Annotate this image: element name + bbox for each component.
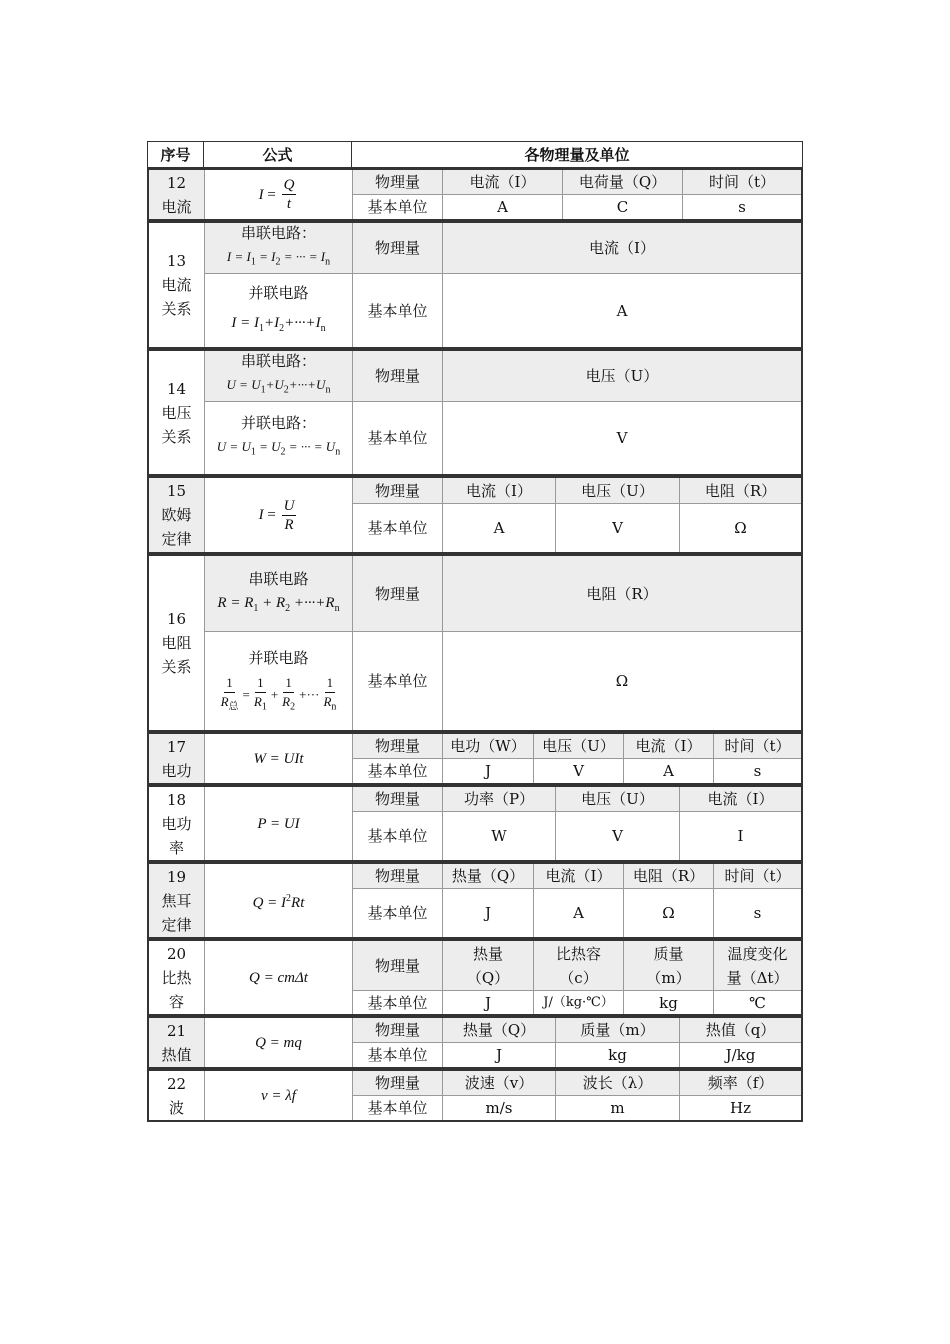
row-22-qty-label: 物理量 — [353, 1071, 443, 1096]
row-18-unit-1: W — [443, 812, 556, 860]
row-13 — [147, 221, 803, 349]
row-15-formula: I = $\frac{U}{R}$ — [205, 478, 353, 552]
row-17-label: 17 电功 — [149, 734, 205, 783]
row-19-formula: $Q = I^2Rt$ — [205, 864, 353, 937]
row-20-qty-label: 物理量 — [353, 941, 443, 991]
row-20-unit-3: kg — [624, 991, 714, 1014]
row-22-unit-1: m/s — [443, 1096, 556, 1120]
row-16-qty-1: 电阻（R） — [443, 556, 801, 632]
row-14-formula-series: 串联电路： $U = U_1+U_2+\cdot\cdot\cdot+U_n$ — [205, 351, 353, 402]
row-19-unit-label: 基本单位 — [353, 889, 443, 937]
row-19-unit-4: s — [753, 904, 762, 922]
row-12-qty-2: 电荷量（Q） — [563, 170, 683, 195]
row-20-formula: Q = cmΔt — [205, 941, 353, 1014]
row-17-qty-label: 物理量 — [353, 734, 443, 759]
row-19-unit-1: J — [443, 889, 534, 937]
row-12-unit-2: C — [563, 195, 683, 219]
row-21-qty-3: 热值（q） — [680, 1018, 801, 1043]
row-17-unit-label: 基本单位 — [353, 759, 443, 783]
row-17-unit-2: V — [534, 759, 624, 783]
row-17 — [147, 732, 803, 785]
row-18-qty-3: 电流（I） — [680, 787, 801, 812]
row-16-label: 16 电阻 关系 — [149, 556, 205, 730]
row-20-qty-1: 热量 （Q） — [443, 941, 534, 991]
row-20-qty-2: 比热容 （c） — [534, 941, 624, 991]
row-13-formula-parallel: 并联电路 $I = I_1+I_2+\cdot\cdot\cdot+I_n$ — [205, 274, 353, 347]
row-18 — [147, 785, 803, 862]
row-12-formula: I = $\frac{Q}{t}$ — [205, 170, 353, 219]
row-19-unit-2: A — [534, 889, 624, 937]
row-12-unit-label: 基本单位 — [353, 195, 443, 219]
row-21-qty-1: 热量（Q） — [443, 1018, 556, 1043]
row-15-qty-3: 电阻（R） — [680, 478, 801, 504]
row-19-qty-2: 电流（I） — [534, 864, 624, 889]
header-quantities: 各物理量及单位 — [351, 141, 803, 168]
row-22-qty-3: 频率（f） — [680, 1071, 801, 1096]
row-16-formula-series: 串联电路 $R = R_1 + R_2 +\cdot\cdot\cdot+R_n$ — [205, 556, 353, 632]
row-15-unit-label: 基本单位 — [353, 504, 443, 552]
row-15-unit-1: A — [443, 504, 556, 552]
row-16-unit-1: Ω — [615, 672, 629, 690]
row-18-unit-2: V — [556, 812, 680, 860]
row-16-formula-parallel: 并联电路 $\frac{1}{R_总}$ = $\frac{1}{R_1}$ + $\frac{1}{R_2}$ +··· $\frac{1}{R_n}$ — [205, 632, 353, 730]
row-19-qty-label: 物理量 — [353, 864, 443, 889]
row-21-unit-1: J — [443, 1043, 556, 1067]
row-18-qty-1: 功率（P） — [443, 787, 556, 812]
row-22-formula: v = λf — [205, 1071, 353, 1120]
row-17-unit-1: J — [443, 759, 534, 783]
row-22 — [147, 1069, 803, 1122]
row-17-formula: W = UIt — [205, 734, 353, 783]
header-number: 序号 — [147, 141, 204, 168]
row-21-formula: Q = mq — [205, 1018, 353, 1067]
row-15-qty-2: 电压（U） — [556, 478, 680, 504]
row-13-qty-label: 物理量 — [353, 223, 443, 274]
row-12-unit-3: s — [738, 198, 746, 216]
row-18-qty-label: 物理量 — [353, 787, 443, 812]
row-22-qty-2: 波长（λ） — [556, 1071, 680, 1096]
row-20-qty-3: 质量 （m） — [624, 941, 714, 991]
row-17-unit-3: A — [624, 759, 714, 783]
row-14-unit-label: 基本单位 — [353, 402, 443, 474]
row-22-label: 22 波 — [149, 1071, 205, 1120]
row-19-qty-4: 时间（t） — [714, 864, 801, 889]
row-17-qty-2: 电压（U） — [534, 734, 624, 759]
row-15-label: 15 欧姆 定律 — [149, 478, 205, 552]
row-21-qty-label: 物理量 — [353, 1018, 443, 1043]
row-14-qty-1: 电压（U） — [443, 351, 801, 402]
row-16-qty-label: 物理量 — [353, 556, 443, 632]
row-13-unit-label: 基本单位 — [353, 274, 443, 347]
row-17-qty-1: 电功（W） — [443, 734, 534, 759]
row-12-qty-label: 物理量 — [353, 170, 443, 195]
row-21-label: 21 热值 — [149, 1018, 205, 1067]
row-18-label: 18 电功 率 — [149, 787, 205, 860]
row-17-qty-3: 电流（I） — [624, 734, 714, 759]
row-18-formula: P = UI — [205, 787, 353, 860]
row-13-qty-1: 电流（I） — [443, 223, 801, 274]
row-14-unit-1: V — [616, 429, 628, 447]
row-15-qty-1: 电流（I） — [443, 478, 556, 504]
row-15-unit-3: Ω — [734, 519, 747, 537]
row-17-unit-4: s — [753, 762, 762, 780]
row-21-unit-label: 基本单位 — [353, 1043, 443, 1067]
row-12-label: 12 电流 — [149, 170, 205, 219]
row-20-label: 20 比热 容 — [149, 941, 205, 1014]
row-20-unit-4: ℃ — [749, 993, 766, 1012]
row-20-unit-2: J/（kg·℃） — [534, 991, 624, 1014]
row-21-unit-2: kg — [556, 1043, 680, 1067]
row-12-qty-3: 时间（t） — [683, 170, 801, 195]
row-18-unit-label: 基本单位 — [353, 812, 443, 860]
row-21-qty-2: 质量（m） — [556, 1018, 680, 1043]
row-17-qty-4: 时间（t） — [714, 734, 801, 759]
row-15-unit-2: V — [556, 504, 680, 552]
row-14-formula-parallel: 并联电路： $U = U_1 = U_2$ = ··· = $U_n$ — [205, 402, 353, 474]
row-19 — [147, 862, 803, 939]
row-20 — [147, 939, 803, 1016]
row-13-unit-1: A — [616, 301, 628, 320]
row-22-unit-2: m — [556, 1096, 680, 1120]
row-12-qty-1: 电流（I） — [443, 170, 563, 195]
row-14-qty-label: 物理量 — [353, 351, 443, 402]
row-20-unit-1: J — [443, 991, 534, 1014]
row-19-label: 19 焦耳 定律 — [149, 864, 205, 937]
row-22-qty-1: 波速（v） — [443, 1071, 556, 1096]
row-16-unit-label: 基本单位 — [353, 632, 443, 730]
row-19-qty-1: 热量（Q） — [443, 864, 534, 889]
row-22-unit-3: Hz — [730, 1099, 751, 1117]
row-21-unit-3: J/kg — [725, 1046, 756, 1064]
row-20-unit-label: 基本单位 — [353, 991, 443, 1014]
row-14 — [147, 349, 803, 476]
row-20-qty-4: 温度变化 量（Δt） — [714, 941, 801, 991]
row-19-unit-3: Ω — [624, 889, 714, 937]
row-22-unit-label: 基本单位 — [353, 1096, 443, 1120]
row-19-qty-3: 电阻（R） — [624, 864, 714, 889]
row-13-label: 13 电流 关系 — [149, 223, 205, 347]
row-18-qty-2: 电压（U） — [556, 787, 680, 812]
row-15 — [147, 476, 803, 554]
row-18-unit-3: I — [737, 827, 744, 845]
row-21 — [147, 1016, 803, 1069]
row-12-unit-1: A — [443, 195, 563, 219]
row-15-qty-label: 物理量 — [353, 478, 443, 504]
row-12 — [147, 168, 803, 221]
row-16 — [147, 554, 803, 732]
header-formula: 公式 — [203, 141, 352, 168]
row-14-label: 14 电压 关系 — [149, 351, 205, 474]
row-13-formula-series: 串联电路： $I = I_1 = I_2$ = ··· = $I_n$ — [205, 223, 353, 274]
